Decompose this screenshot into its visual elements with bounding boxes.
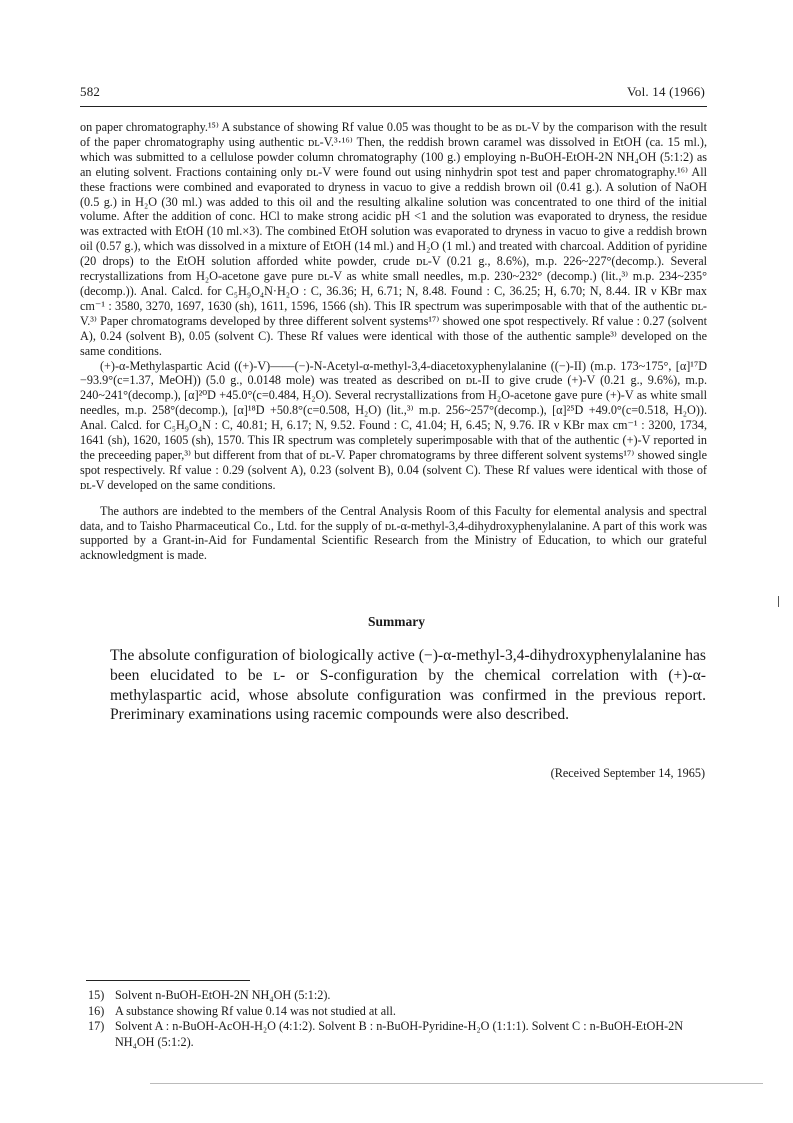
paragraph-methylaspartic-acid: (+)-α-Methylaspartic Acid ((+)-V)——(−)-N-Acetyl-α-methyl-3,4-diacetoxyphenylalanine ((−)-II) (m.p. 173~175°, [α]¹⁷D −93.9°(c=1.37, MeOH)) (5.0 g., 0.0148 mole) was treated as described on ᴅʟ-II to give crude (+)-V (0.21 g., 9.6%), m.p. 240~241°(decomp.), [α]²⁰D +45.0°(c=0.484, H₂O). Several recrystallizations from H₂O-acetone gave pure (+)-V as white small needles, m.p. 258°(decomp.), [α]¹⁸D +50.8°(c=0.508, H₂O) (lit.,³⁾ m.p. 256~257°(decomp.), [α]²⁵D +49.0°(c=0.518, H₂O)). Anal. Calcd. for C₅H₉O₄N : C, 40.81; H, 6.17; N, 9.52. Found : C, 41.04; H, 6.45; N, 9.76. IR ν KBr max cm⁻¹ : 3200, 1734, 1641 (sh), 1620, 1605 (sh), 1570. This IR spectrum was completely superimposable with that of the authentic (+)-V reported in the preceeding paper,³⁾ but different from that of ᴅʟ-V. Paper chromatograms by three different solvent systems¹⁷⁾ showed single spot respectively. Rf value : 0.29 (solvent A), 0.23 (solvent B), 0.04 (solvent C). These Rf values were identical with those of ᴅʟ-V developed on the same conditions.: [80, 358, 707, 492]
footnote-item: [88, 1019, 710, 1050]
paragraph-dl-v-isolation: on paper chromatography.¹⁵⁾ A substance of showing Rf value 0.05 was thought to be as ᴅʟ-V by the comparison with the result of the paper chromatography using authentic ᴅʟ-V.³⋅¹⁶⁾ Then, the reddish brown caramel was dissolved in EtOH (ca. 15 ml.), which was submitted to a cellulose powder column chromatography (100 g.) employing n-BuOH-EtOH-2N NH₄OH (5:1:2) as an eluting solvent. Fractions containing only ᴅʟ-V were found out using ninhydrin spot test and paper chromatography.¹⁶⁾ All these fractions were combined and evaporated to dryness in vacuo to give a reddish brown oil (0.41 g.). A solution of NaOH (0.5 g.) in H₂O (30 ml.) was added to this oil and the resulting alkaline solution was concentrated to one third of the initial volume. After the addition of conc. HCl to make strong acidic pH <1 and the solution was evaporated to dryness, the residue was extracted with EtOH (10 ml.×3). The combined EtOH solution was evaporated to dryness in vacuo to give a reddish brown oil (0.57 g.), which was dissolved in a mixture of EtOH (14 ml.) and H₂O (1 ml.) and treated with charcoal. Addition of pyridine (20 drops) to the EtOH solution afforded white powder, crude ᴅʟ-V (0.21 g., 8.6%), m.p. 226~227°(decomp.). Several recrystallizations from H₂O-acetone gave pure ᴅʟ-V as white small needles, m.p. 230~232° (decomp.) (lit.,³⁾ m.p. 234~235°(decomp.)). Anal. Calcd. for C₅H₉O₄N·H₂O : C, 36.36; H, 6.71; N, 8.48. Found : C, 36.25; H, 6.70; N, 8.44. IR ν KBr max cm⁻¹ : 3580, 3270, 1697, 1630 (sh), 1611, 1596, 1566 (sh). This IR spectrum was superimposable with that of the authentic ᴅʟ-V.³⁾ Paper chromatograms developed by three different solvent systems¹⁷⁾ showed one spot respectively. Rf value : 0.27 (solvent A), 0.24 (solvent B), 0.05 (solvent C). These Rf values were identical with those of the authentic sample³⁾ developed on the same conditions.: [80, 120, 707, 358]
acknowledgment-paragraph: The authors are indebted to the members of the Central Analysis Room of this Faculty for elemental analysis and spectral data, and to Taisho Pharmaceutical Co., Ltd. for the supply of ᴅʟ-α-methyl-3,4-dihydroxyphenylalanine. A part of this work was supported by a Grant-in-Aid for Fundamental Scientific Research from the Ministry of Education, to which our grateful acknowledgment is made.: [80, 503, 707, 563]
footnote-text: A substance showing Rf value 0.14 was not studied at all.: [115, 1003, 396, 1018]
journal-volume: Vol. 14 (1966): [626, 84, 705, 99]
footnote-item: [88, 1004, 710, 1020]
footnote-item: [88, 988, 710, 1004]
margin-mark: [778, 596, 779, 607]
received-date: (Received September 14, 1965): [550, 766, 705, 780]
page-number: 582: [80, 84, 101, 99]
header-rule: [80, 106, 707, 107]
summary-text: The absolute configuration of biologically active (−)-α-methyl-3,4-dihydroxyphenylalanine has been elucidated to be ʟ- or S-configuration by the chemical correlation with (+)-α-methylaspartic acid, whose absolute configuration was confirmed in the previous report. Preriminary examinations using racemic compounds were also described.: [110, 647, 706, 724]
footnote-number: 16): [88, 1003, 105, 1018]
footnote-rule: [86, 980, 250, 981]
summary-heading: Summary: [368, 614, 425, 629]
summary-section: [110, 646, 706, 725]
footnote-text: Solvent A : n-BuOH-AcOH-H₂O (4:1:2). Solvent B : n-BuOH-Pyridine-H₂O (1:1:1). Solvent C : n-BuOH-EtOH-2N NH₄OH (5:1:2).: [115, 1019, 684, 1049]
footnote-number: 15): [88, 988, 105, 1002]
footnotes: [88, 988, 710, 1050]
footnote-text: Solvent n-BuOH-EtOH-2N NH₄OH (5:1:2).: [115, 988, 331, 1002]
experimental-body: [80, 120, 707, 563]
footnote-number: 17): [88, 1019, 105, 1033]
bottom-scan-rule: [150, 1083, 763, 1084]
